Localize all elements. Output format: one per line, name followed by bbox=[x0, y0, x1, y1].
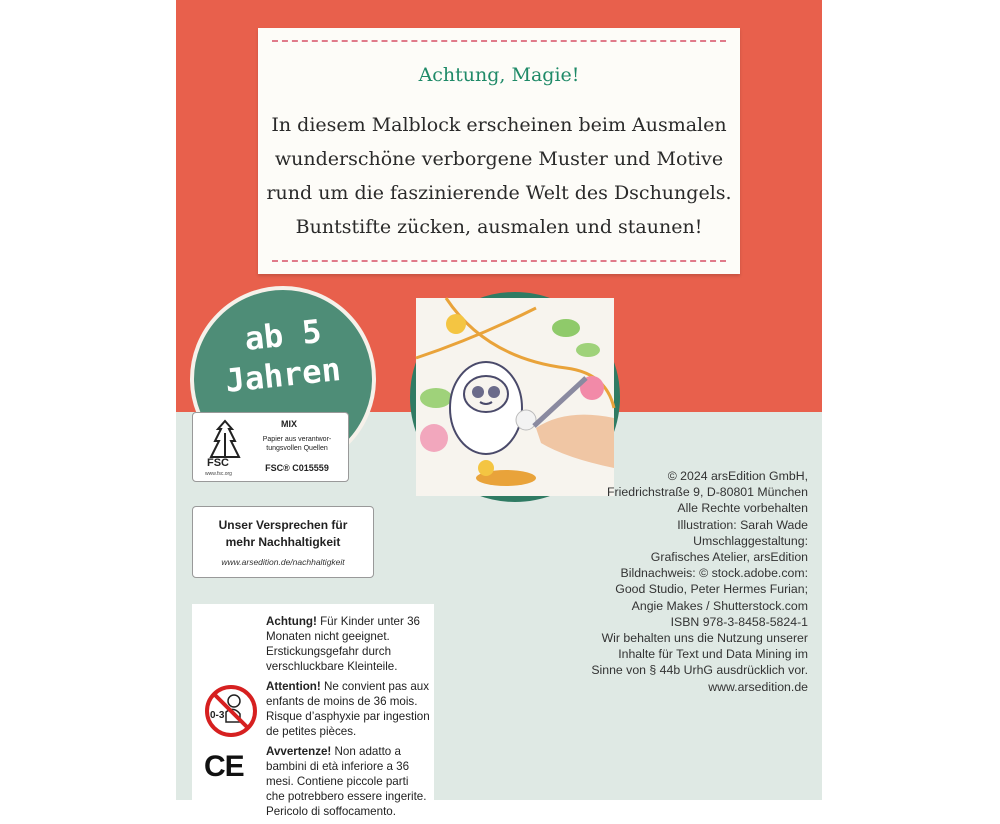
warning-de bbox=[266, 614, 430, 674]
note-line: wunderschöne verborgene Muster und Motive bbox=[274, 148, 724, 170]
fsc-label bbox=[192, 412, 349, 482]
warning-fr-label: Attention! bbox=[266, 680, 321, 693]
imprint-line: Illustration: Sarah Wade bbox=[677, 517, 808, 532]
age-badge-line2: Jahren bbox=[223, 350, 343, 400]
coloring-photo bbox=[410, 292, 620, 502]
imprint-line: Alle Rechte vorbehalten bbox=[677, 501, 808, 516]
fsc-desc-line2: tungsvollen Quellen bbox=[266, 445, 328, 452]
imprint-line: Good Studio, Peter Hermes Furian; bbox=[615, 582, 808, 597]
warning-de-label: Achtung! bbox=[266, 615, 317, 628]
note-line: rund um die faszinierende Welt des Dschungels. bbox=[266, 182, 732, 204]
fsc-url: www.fsc.org bbox=[205, 471, 232, 477]
warning-text bbox=[266, 614, 430, 824]
fsc-logo-text: FSC bbox=[207, 457, 229, 469]
age-icon-text: 0-3 bbox=[210, 710, 225, 721]
sustainability-title bbox=[193, 517, 373, 551]
note-text bbox=[266, 108, 732, 244]
sustainability-box bbox=[192, 506, 374, 578]
fsc-code: FSC® C015559 bbox=[265, 463, 329, 473]
stitch-top bbox=[272, 40, 726, 42]
sustainability-line2: mehr Nachhaltigkeit bbox=[225, 535, 341, 549]
sustainability-url: www.arsedition.de/nachhaltigkeit bbox=[221, 557, 345, 567]
book-back-cover bbox=[176, 0, 822, 818]
note-line: In diesem Malblock erscheinen beim Ausmalen bbox=[271, 114, 727, 136]
fsc-description bbox=[249, 435, 345, 453]
imprint bbox=[591, 468, 808, 695]
warning-de-text: Für Kinder unter 36 Monaten nicht geeignet. Erstickungsgefahr durch verschluckbare Kleinteile. bbox=[266, 615, 420, 673]
warning-fr-text: Ne convient pas aux enfants de moins de 36 mois. Risque d’asphyxie par ingestion de petites pièces. bbox=[266, 680, 430, 738]
note-line: Buntstifte zücken, ausmalen und staunen! bbox=[295, 216, 703, 238]
warning-it bbox=[266, 744, 430, 819]
ce-mark: CE bbox=[204, 750, 244, 783]
imprint-line: Bildnachweis: © stock.adobe.com: bbox=[620, 566, 808, 581]
imprint-line: Wir behalten uns die Nutzung unserer bbox=[601, 631, 808, 646]
imprint-line: Friedrichstraße 9, D-80801 München bbox=[607, 485, 808, 500]
warning-fr bbox=[266, 679, 430, 739]
fsc-desc-line1: Papier aus verantwor- bbox=[262, 436, 332, 443]
imprint-line: © 2024 arsEdition GmbH, bbox=[667, 469, 808, 483]
fsc-tree-icon bbox=[201, 419, 251, 459]
info-note-card bbox=[258, 28, 740, 274]
age-badge-line1: ab 5 bbox=[242, 312, 324, 358]
imprint-line: www.arsedition.de bbox=[708, 679, 808, 694]
imprint-line: Inhalte für Text und Data Mining im bbox=[618, 647, 808, 662]
fsc-mix: MIX bbox=[281, 419, 298, 429]
sustainability-line1: Unser Versprechen für bbox=[218, 518, 348, 532]
warning-it-label: Avvertenze! bbox=[266, 745, 332, 758]
age-restriction-icon bbox=[204, 684, 258, 738]
imprint-line: Grafisches Atelier, arsEdition bbox=[650, 550, 808, 565]
note-title: Achtung, Magie! bbox=[418, 64, 580, 86]
imprint-line: Angie Makes / Shutterstock.com bbox=[631, 598, 808, 613]
stitch-bottom bbox=[272, 260, 726, 262]
warning-box bbox=[192, 604, 434, 818]
sloth-coloring-illustration bbox=[416, 298, 614, 496]
warning-it-text: Non adatto a bambini di età inferiore a 36 mesi. Contiene piccole parti che potrebbero essere ingerite. Pericolo di soffocamento. bbox=[266, 745, 427, 818]
imprint-line: ISBN 978-3-8458-5824-1 bbox=[670, 614, 808, 629]
imprint-line: Umschlaggestaltung: bbox=[693, 533, 808, 548]
imprint-line: Sinne von § 44b UrhG ausdrücklich vor. bbox=[591, 663, 808, 678]
